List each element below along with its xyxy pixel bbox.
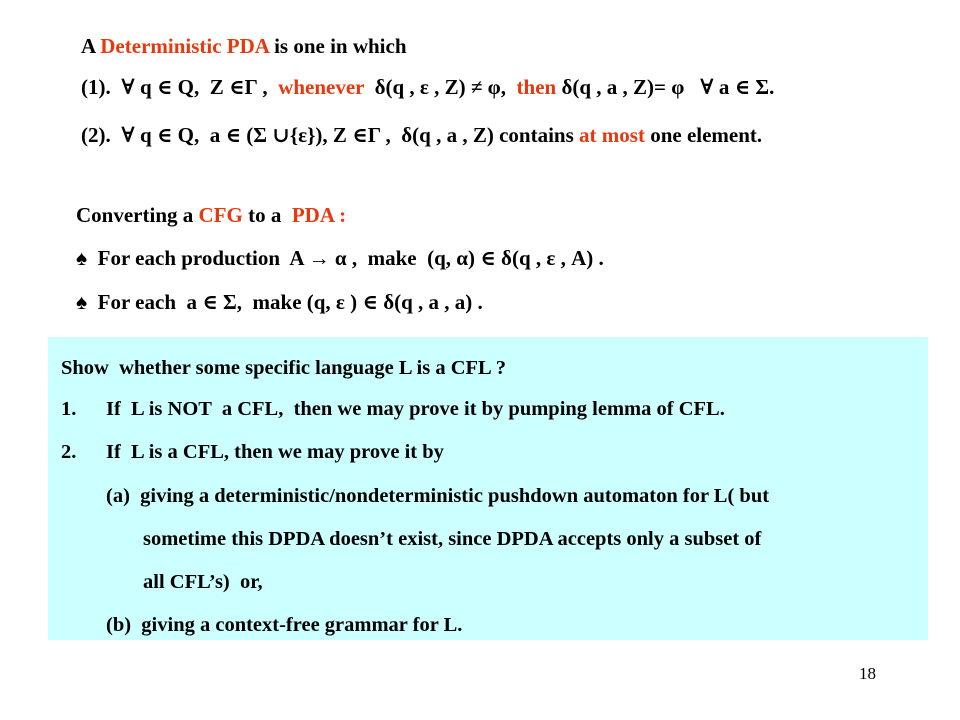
item-1-text: If L is NOT a CFL, then we may prove it by pumping lemma of CFL. xyxy=(106,398,725,420)
cfl-item-2 xyxy=(61,440,444,464)
conversion-heading-mid: to a xyxy=(242,203,292,227)
rule-1-text: For each production A → α , make (q, α) ∈ δ(q , ε , A) . xyxy=(97,246,604,270)
cfl-sub-b: (b) giving a context-free grammar for L. xyxy=(106,614,463,636)
cond2-emph: at most xyxy=(579,123,645,147)
item-2-number: 2. xyxy=(61,441,77,463)
item-2-text: If L is a CFL, then we may prove it by xyxy=(106,441,444,463)
cond1-whenever: whenever xyxy=(278,75,365,99)
cond2-lead: (2). ∀ q ∈ Q, a ∈ (Σ ∪{ε}), Z ∈Γ , δ(q , a , Z) contains xyxy=(81,123,580,147)
conversion-pda: PDA : xyxy=(291,203,347,227)
dpda-title-post: is one in which xyxy=(268,34,407,58)
cfl-item-1 xyxy=(61,397,725,421)
cond1-then: then xyxy=(516,75,557,99)
rule-2-text: For each a ∈ Σ, make (q, ε ) ∈ δ(q , a , a) . xyxy=(97,290,483,314)
conversion-rule-1 xyxy=(76,246,604,270)
cond1-tail: δ(q , a , Z)= φ ∀ a ∈ Σ. xyxy=(561,75,775,99)
conversion-cfg: CFG xyxy=(198,203,243,227)
cond1-mid: δ(q , ε , Z) ≠ φ, xyxy=(374,75,507,99)
conversion-heading xyxy=(76,203,346,227)
spade-bullet-icon: ♠ xyxy=(76,290,88,314)
cond1-lead: (1). ∀ q ∈ Q, Z ∈Γ , xyxy=(81,75,268,99)
cfl-sub-a-line-2: sometime this DPDA doesn’t exist, since DPDA accepts only a subset of xyxy=(143,528,762,550)
cfl-proof-box xyxy=(48,337,928,640)
cond2-tail: one element. xyxy=(644,123,763,147)
dpda-title-pre: A xyxy=(81,34,101,58)
dpda-condition-2 xyxy=(81,123,762,147)
dpda-title xyxy=(81,34,407,58)
cfl-question: Show whether some specific language L is a CFL ? xyxy=(61,357,506,379)
page-number: 18 xyxy=(859,664,876,683)
spade-bullet-icon: ♠ xyxy=(76,246,88,270)
dpda-condition-1 xyxy=(81,75,774,99)
conversion-heading-pre: Converting a xyxy=(76,203,199,227)
cfl-sub-a-line-1: (a) giving a deterministic/nondeterministic pushdown automaton for L( but xyxy=(106,485,770,507)
dpda-term: Deterministic PDA xyxy=(100,34,269,58)
item-1-number: 1. xyxy=(61,398,77,420)
conversion-rule-2 xyxy=(76,290,483,314)
cfl-sub-a-line-3: all CFL’s) or, xyxy=(143,571,263,593)
